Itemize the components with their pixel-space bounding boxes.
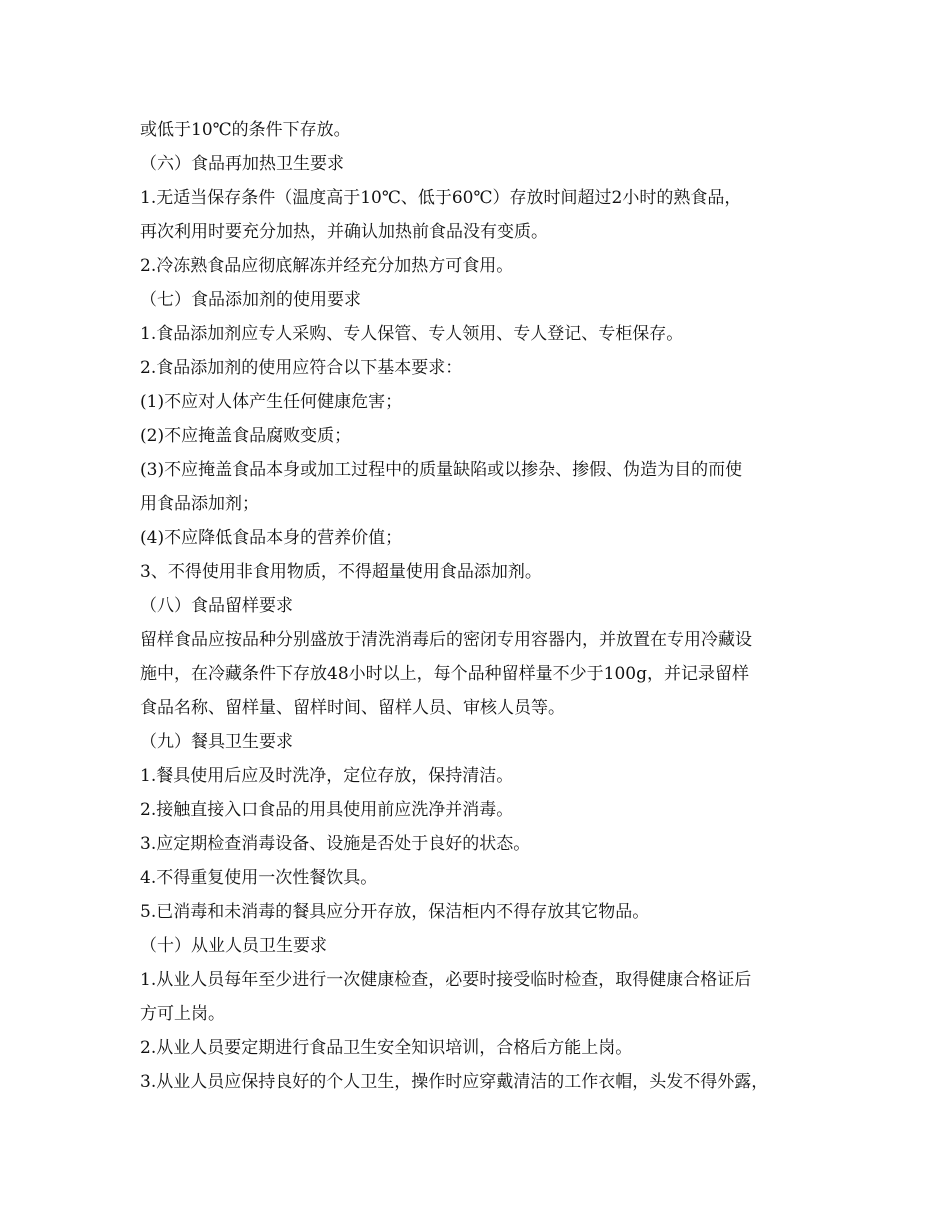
section-heading-6: （六）食品再加热卫生要求 (140, 154, 344, 174)
text-line: 2.接触直接入口食品的用具使用前应洗净并消毒。 (140, 800, 514, 820)
text-line: 或低于10℃的条件下存放。 (140, 120, 351, 140)
text-line: 1.餐具使用后应及时洗净，定位存放，保持清洁。 (140, 766, 514, 786)
text-line: 4.不得重复使用一次性餐饮具。 (140, 868, 378, 888)
text-line: 留样食品应按品种分别盛放于清洗消毒后的密闭专用容器内，并放置在专用冷藏设 (140, 630, 752, 650)
text-line: 3、不得使用非食用物质，不得超量使用食品添加剂。 (140, 562, 542, 582)
text-line: 食品名称、留样量、留样时间、留样人员、审核人员等。 (140, 698, 565, 718)
text-line: (1)不应对人体产生任何健康危害； (140, 392, 403, 412)
text-line: 5.已消毒和未消毒的餐具应分开存放，保洁柜内不得存放其它物品。 (140, 902, 650, 922)
section-heading-10: （十）从业人员卫生要求 (140, 936, 327, 956)
text-line: 用食品添加剂； (140, 494, 259, 514)
text-line: 再次利用时要充分加热，并确认加热前食品没有变质。 (140, 222, 548, 242)
text-line: 施中，在冷藏条件下存放48小时以上，每个品种留样量不少于100g，并记录留样 (140, 664, 749, 684)
text-line: (2)不应掩盖食品腐败变质； (140, 426, 352, 446)
section-heading-9: （九）餐具卫生要求 (140, 732, 293, 752)
text-line: (4)不应降低食品本身的营养价值； (140, 528, 403, 548)
text-line: 3.从业人员应保持良好的个人卫生，操作时应穿戴清洁的工作衣帽，头发不得外露， (140, 1072, 769, 1092)
text-line: 方可上岗。 (140, 1004, 225, 1024)
text-line: 1.从业人员每年至少进行一次健康检查，必要时接受临时检查，取得健康合格证后 (140, 970, 752, 990)
text-line: 2.冷冻熟食品应彻底解冻并经充分加热方可食用。 (140, 256, 514, 276)
text-line: 1.食品添加剂应专人采购、专人保管、专人领用、专人登记、专柜保存。 (140, 324, 684, 344)
section-heading-7: （七）食品添加剂的使用要求 (140, 290, 361, 310)
text-line: 2.食品添加剂的使用应符合以下基本要求： (140, 358, 463, 378)
text-line: (3)不应掩盖食品本身或加工过程中的质量缺陷或以掺杂、掺假、伪造为目的而使 (140, 460, 743, 480)
text-line: 2.从业人员要定期进行食品卫生安全知识培训，合格后方能上岗。 (140, 1038, 633, 1058)
section-heading-8: （八）食品留样要求 (140, 596, 293, 616)
document-body (140, 113, 830, 1099)
text-line: 1.无适当保存条件（温度高于10℃、低于60℃）存放时间超过2小时的熟食品， (140, 188, 742, 208)
text-line: 3.应定期检查消毒设备、设施是否处于良好的状态。 (140, 834, 531, 854)
